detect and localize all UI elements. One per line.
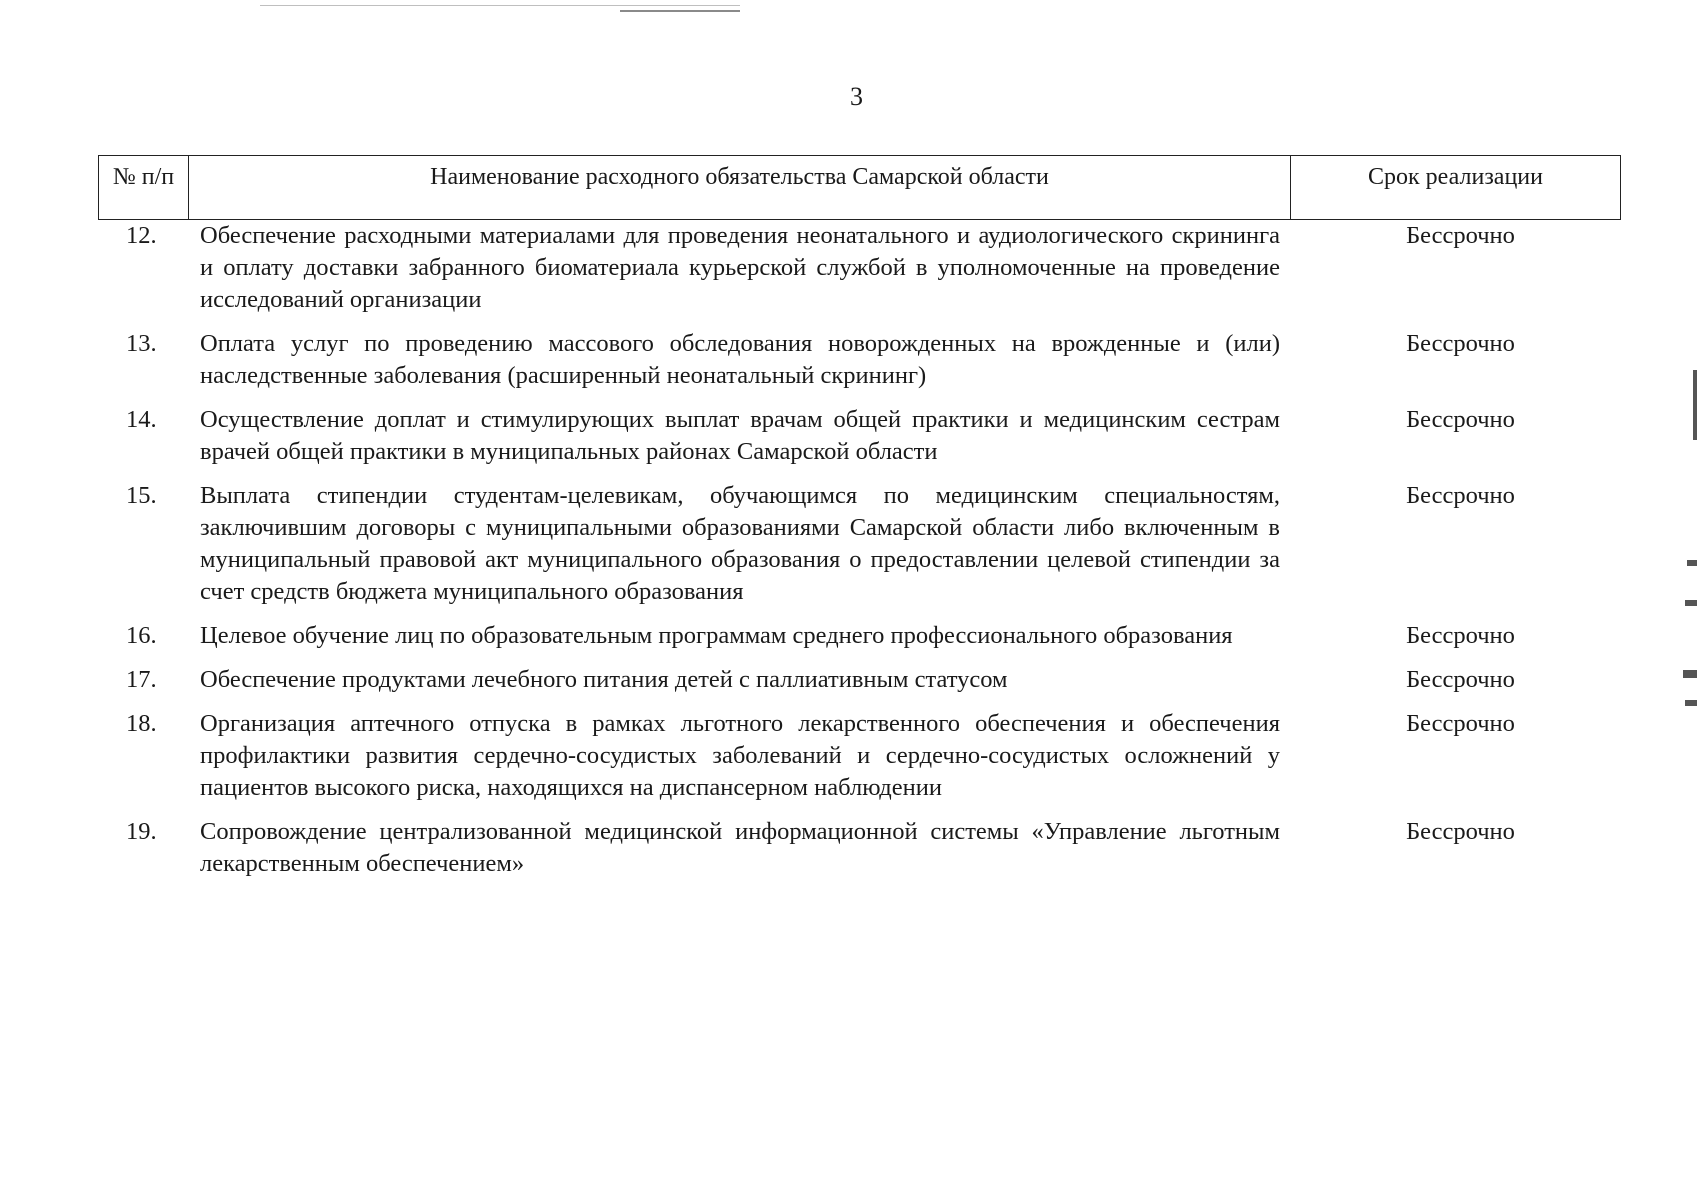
row-number: 13. bbox=[126, 330, 157, 357]
table-row bbox=[98, 620, 1621, 652]
table-row bbox=[98, 328, 1621, 392]
row-term: Бессрочно bbox=[1406, 666, 1515, 693]
header-number: № п/п bbox=[99, 156, 189, 219]
row-number: 19. bbox=[126, 818, 157, 845]
scan-artifact-edge bbox=[1687, 560, 1697, 566]
table-row bbox=[98, 664, 1621, 696]
row-name: Обеспечение расходными материалами для проведения неонатального и аудиологического скрининга и оплату доставки забранного биоматериала курьерской службой в уполномоченные на проведение исследований организации bbox=[200, 222, 1280, 313]
table-header bbox=[98, 155, 1621, 220]
row-term: Бессрочно bbox=[1406, 330, 1515, 357]
scan-artifact-edge bbox=[1685, 600, 1697, 606]
page-number: 3 bbox=[850, 82, 863, 111]
row-term: Бессрочно bbox=[1406, 482, 1515, 509]
row-term: Бессрочно bbox=[1406, 406, 1515, 433]
row-name: Выплата стипендии студентам-целевикам, обучающимся по медицинским специальностям, заключившим договоры с муниципальными образованиями Самарской области либо включенным в муниципальный правовой акт муниципального образования о предоставлении целевой стипендии за счет средств бюджета муниципального образования bbox=[200, 482, 1280, 605]
scan-artifact-line bbox=[620, 10, 740, 12]
scan-artifact-edge bbox=[1683, 670, 1697, 678]
row-name: Обеспечение продуктами лечебного питания детей с паллиативным статусом bbox=[200, 666, 1008, 693]
table-row bbox=[98, 220, 1621, 316]
row-number: 16. bbox=[126, 622, 157, 649]
scan-artifact-edge bbox=[1693, 370, 1697, 440]
row-term: Бессрочно bbox=[1406, 622, 1515, 649]
table-row bbox=[98, 480, 1621, 608]
row-number: 17. bbox=[126, 666, 157, 693]
header-name: Наименование расходного обязательства Самарской области bbox=[189, 156, 1291, 219]
row-name: Осуществление доплат и стимулирующих выплат врачам общей практики и медицинским сестрам врачей общей практики в муниципальных районах Самарской области bbox=[200, 406, 1280, 465]
row-name: Организация аптечного отпуска в рамках льготного лекарственного обеспечения и обеспечения профилактики развития сердечно-сосудистых заболеваний и сердечно-сосудистых осложнений у пациентов высокого риска, находящихся на диспансерном наблюдении bbox=[200, 710, 1280, 801]
header-term: Срок реализации bbox=[1368, 164, 1543, 190]
table-body bbox=[98, 220, 1621, 880]
row-term: Бессрочно bbox=[1406, 222, 1515, 249]
row-number: 14. bbox=[126, 406, 157, 433]
table-row bbox=[98, 404, 1621, 468]
row-name: Сопровождение централизованной медицинской информационной системы «Управление льготным лекарственным обеспечением» bbox=[200, 818, 1280, 877]
row-name: Оплата услуг по проведению массового обследования новорожденных на врожденные и (или) наследственные заболевания (расширенный неонатальный скрининг) bbox=[200, 330, 1280, 389]
scan-artifact-edge bbox=[1685, 700, 1697, 706]
scan-artifact-line bbox=[260, 5, 740, 6]
row-term: Бессрочно bbox=[1406, 710, 1515, 737]
row-name: Целевое обучение лиц по образовательным программам среднего профессионального образования bbox=[200, 622, 1233, 649]
row-number: 18. bbox=[126, 710, 157, 737]
row-number: 12. bbox=[126, 222, 157, 249]
row-term: Бессрочно bbox=[1406, 818, 1515, 845]
table-row bbox=[98, 708, 1621, 804]
table-row bbox=[98, 816, 1621, 880]
row-number: 15. bbox=[126, 482, 157, 509]
